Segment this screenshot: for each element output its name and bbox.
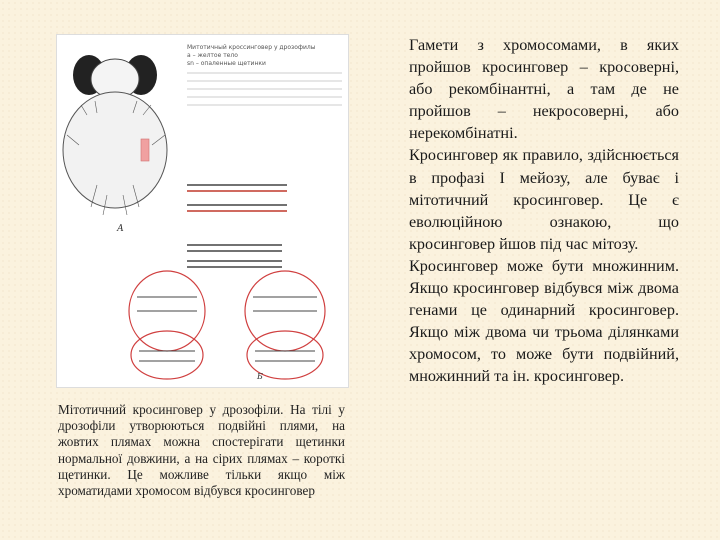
fly-illustration [63, 55, 167, 215]
figure-header-line-3: sn – опаленные щетинки [187, 60, 266, 67]
figure-caption: Мітотичний кросинговер у дрозофіли. На тілі у дрозофіли утворюються подвійні плями, на жовтих плямах можна спостерігати щетинки нормальної довжини, а на сірих плямах – короткі щетинки. Це можливе тільки якщо між хроматидами хромосом відбувся кросинговер [58, 402, 345, 499]
drosophila-figure [56, 34, 349, 388]
chromatid-pairs [187, 185, 287, 267]
figure-header-text [187, 44, 342, 105]
paragraph-mitotic-crossover: Кросинговер як правило, здійснюється в профазі І мейозу, але буває і мітотичний кросинговер. Це є еволюційною ознакою, що кросинговер йшов під час мітозу. [409, 146, 679, 253]
figure-header-line-2: а – желтое тело [187, 52, 238, 59]
recombinant-ellipses [129, 271, 325, 379]
crossing-over-diagram [57, 35, 348, 387]
paragraph-gametes: Гамети з хромосомами, в яких пройшов кросинговер – кросоверні, або рекомбінантні, а там де не пройшов – некросоверні, або нерекомбінатні. [409, 36, 679, 143]
figure-header-line-1: Митотичный кроссинговер у дрозофилы [187, 44, 316, 51]
main-text [409, 34, 679, 388]
figure-label-a: А [117, 224, 124, 234]
figure-label-b: Б [257, 372, 263, 381]
paragraph-multiple-crossover: Кросинговер може бути множинним. Якщо кросинговер відбувся між двома генами це одинарний кросинговер. Якщо між двома чи трьома ділянками хромосом, то може бути подвійний, множинний та ін. кросинговер. [409, 256, 679, 386]
